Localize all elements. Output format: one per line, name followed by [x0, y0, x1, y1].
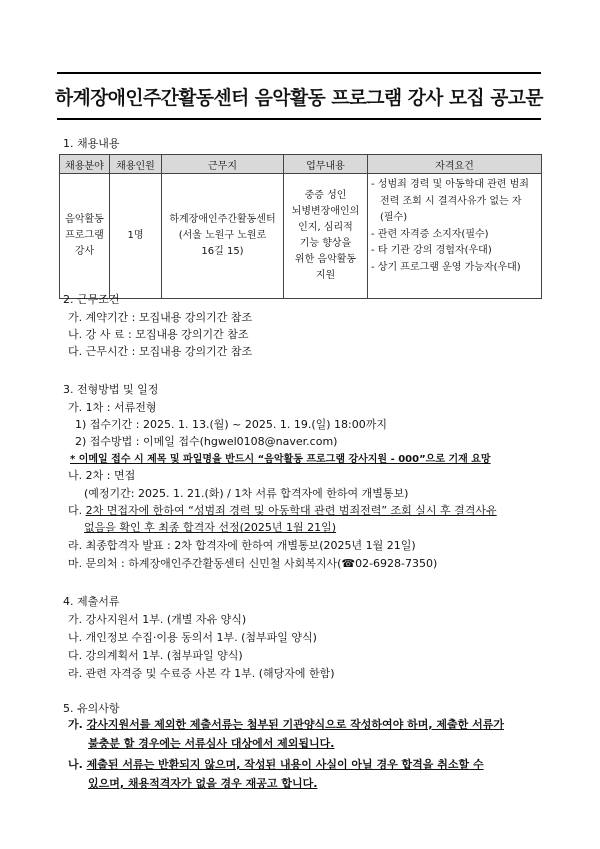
header-field: 채용분야 — [60, 155, 110, 174]
field-line: 프로그램 — [65, 230, 104, 241]
header-location: 근무지 — [162, 155, 284, 174]
duty-line: 위한 음악활동 — [294, 254, 357, 265]
section-2-heading: 2. 근무조건 — [63, 293, 120, 306]
duty-line: 지원 — [315, 270, 336, 281]
table-header-row — [60, 155, 542, 174]
qual-line: - 관련 자격증 소지자(필수) — [371, 228, 489, 240]
cell-duty — [284, 174, 368, 299]
document-item: 나. 개인정보 수집·이용 동의서 1부. (첨부파일 양식) — [68, 631, 317, 644]
qual-line: - 타 기관 강의 경험자(우대) — [371, 245, 492, 256]
field-line: 음악활동 — [65, 214, 104, 225]
header-count: 채용인원 — [110, 155, 162, 174]
notice-a-prefix: 가. — [68, 718, 87, 731]
notice-a-line-2: 불충분 할 경우에는 서류심사 대상에서 제외됩니다. — [88, 737, 335, 750]
step-2-schedule: (예정기간: 2025. 1. 21.(화) / 1차 서류 합격자에 한하여 개별통보) — [84, 487, 409, 500]
qual-line: - 상기 프로그램 운영 가능자(우대) — [371, 261, 521, 273]
step-3-line-2: 없음을 확인 후 최종 합격자 선정(2025년 1월 21일) — [84, 521, 337, 534]
section-5-heading: 5. 유의사항 — [63, 702, 120, 715]
section-3-heading: 3. 전형방법 및 일정 — [63, 383, 159, 396]
contact-info: 마. 문의처 : 하계장애인주간활동센터 신민철 사회복지사(☎02-6928-7350) — [68, 557, 438, 570]
title-box — [54, 72, 544, 120]
notice-a-line-1 — [68, 716, 504, 732]
step-1-method: 2) 접수방법 : 이메일 접수(hgwel0108@naver.com) — [75, 435, 338, 448]
notice-b-line-2: 있으며, 채용적격자가 없을 경우 재공고 합니다. — [88, 777, 318, 790]
location-line: (서울 노원구 노원로 — [178, 230, 267, 241]
condition-item: 다. 근무시간 : 모집내용 강의기간 참조 — [68, 345, 253, 358]
document-item: 가. 강사지원서 1부. (개별 자유 양식) — [68, 613, 247, 626]
location-line: 하계장애인주간활동센터 — [169, 214, 276, 225]
duty-line: 중증 성인 — [304, 190, 347, 201]
recruitment-table — [59, 154, 542, 299]
duty-line: 인지, 심리적 — [298, 222, 353, 233]
notice-a-text-1: 강사지원서를 제외한 제출서류는 첨부된 기관양식으로 작성하여야 하며, 제출한 서류가 — [86, 718, 504, 731]
condition-item: 가. 계약기간 : 모집내용 강의기간 참조 — [68, 311, 253, 324]
qual-line: - 성범죄 경력 및 아동학대 관련 범죄 — [371, 179, 529, 190]
document-item: 다. 강의계획서 1부. (첨부파일 양식) — [68, 649, 243, 662]
step-3-text-1: 2차 면접자에 한하여 “성범죄 경력 및 아동학대 관련 범죄전력” 조회 실시 후 결격사유 — [85, 504, 497, 517]
section-4-heading: 4. 제출서류 — [63, 595, 120, 608]
table-row — [60, 174, 542, 299]
header-quals: 자격요건 — [368, 155, 542, 174]
duty-line: 기능 향상을 — [299, 238, 352, 249]
field-line: 강사 — [74, 246, 95, 257]
qual-line: 전력 조회 시 결격사유가 없는 자 — [380, 195, 522, 207]
qual-line: (필수) — [380, 212, 408, 223]
document-item: 라. 관련 자격증 및 수료증 사본 각 1부. (해당자에 한함) — [68, 667, 335, 680]
location-line: 16길 15) — [201, 246, 244, 257]
step-3-line-1 — [68, 502, 497, 518]
cell-quals — [368, 174, 542, 299]
cell-location — [162, 174, 284, 299]
email-note: * 이메일 접수 시 제목 및 파일명을 반드시 “음악활동 프로그램 강사지원 - 000”으로 기재 요망 — [70, 454, 491, 465]
cell-field — [60, 174, 110, 299]
section-1-heading: 1. 채용내용 — [63, 137, 120, 150]
notice-b-line-1 — [68, 756, 484, 772]
page-title: 하계장애인주간활동센터 음악활동 프로그램 강사 모집 공고문 — [54, 87, 544, 109]
notice-b-text-1: 제출된 서류는 반환되지 않으며, 작성된 내용이 사실이 아닐 경우 합격을 취소할 수 — [86, 758, 484, 771]
notice-b-prefix: 나. — [68, 758, 87, 771]
header-duty: 업무내용 — [284, 155, 368, 174]
duty-line: 뇌병변장애인의 — [291, 206, 360, 217]
step-2-label: 나. 2차 : 면접 — [68, 469, 136, 482]
step-1-label: 가. 1차 : 서류전형 — [68, 401, 157, 414]
condition-item: 나. 강 사 료 : 모집내용 강의기간 참조 — [68, 328, 249, 341]
cell-count: 1명 — [110, 174, 162, 299]
final-announcement: 라. 최종합격자 발표 : 2차 합격자에 한하여 개별통보(2025년 1월 21일) — [68, 539, 416, 552]
step-1-period: 1) 접수기간 : 2025. 1. 13.(월) ~ 2025. 1. 19.(일) 18:00까지 — [75, 418, 388, 431]
step-3-prefix: 다. — [68, 504, 86, 517]
